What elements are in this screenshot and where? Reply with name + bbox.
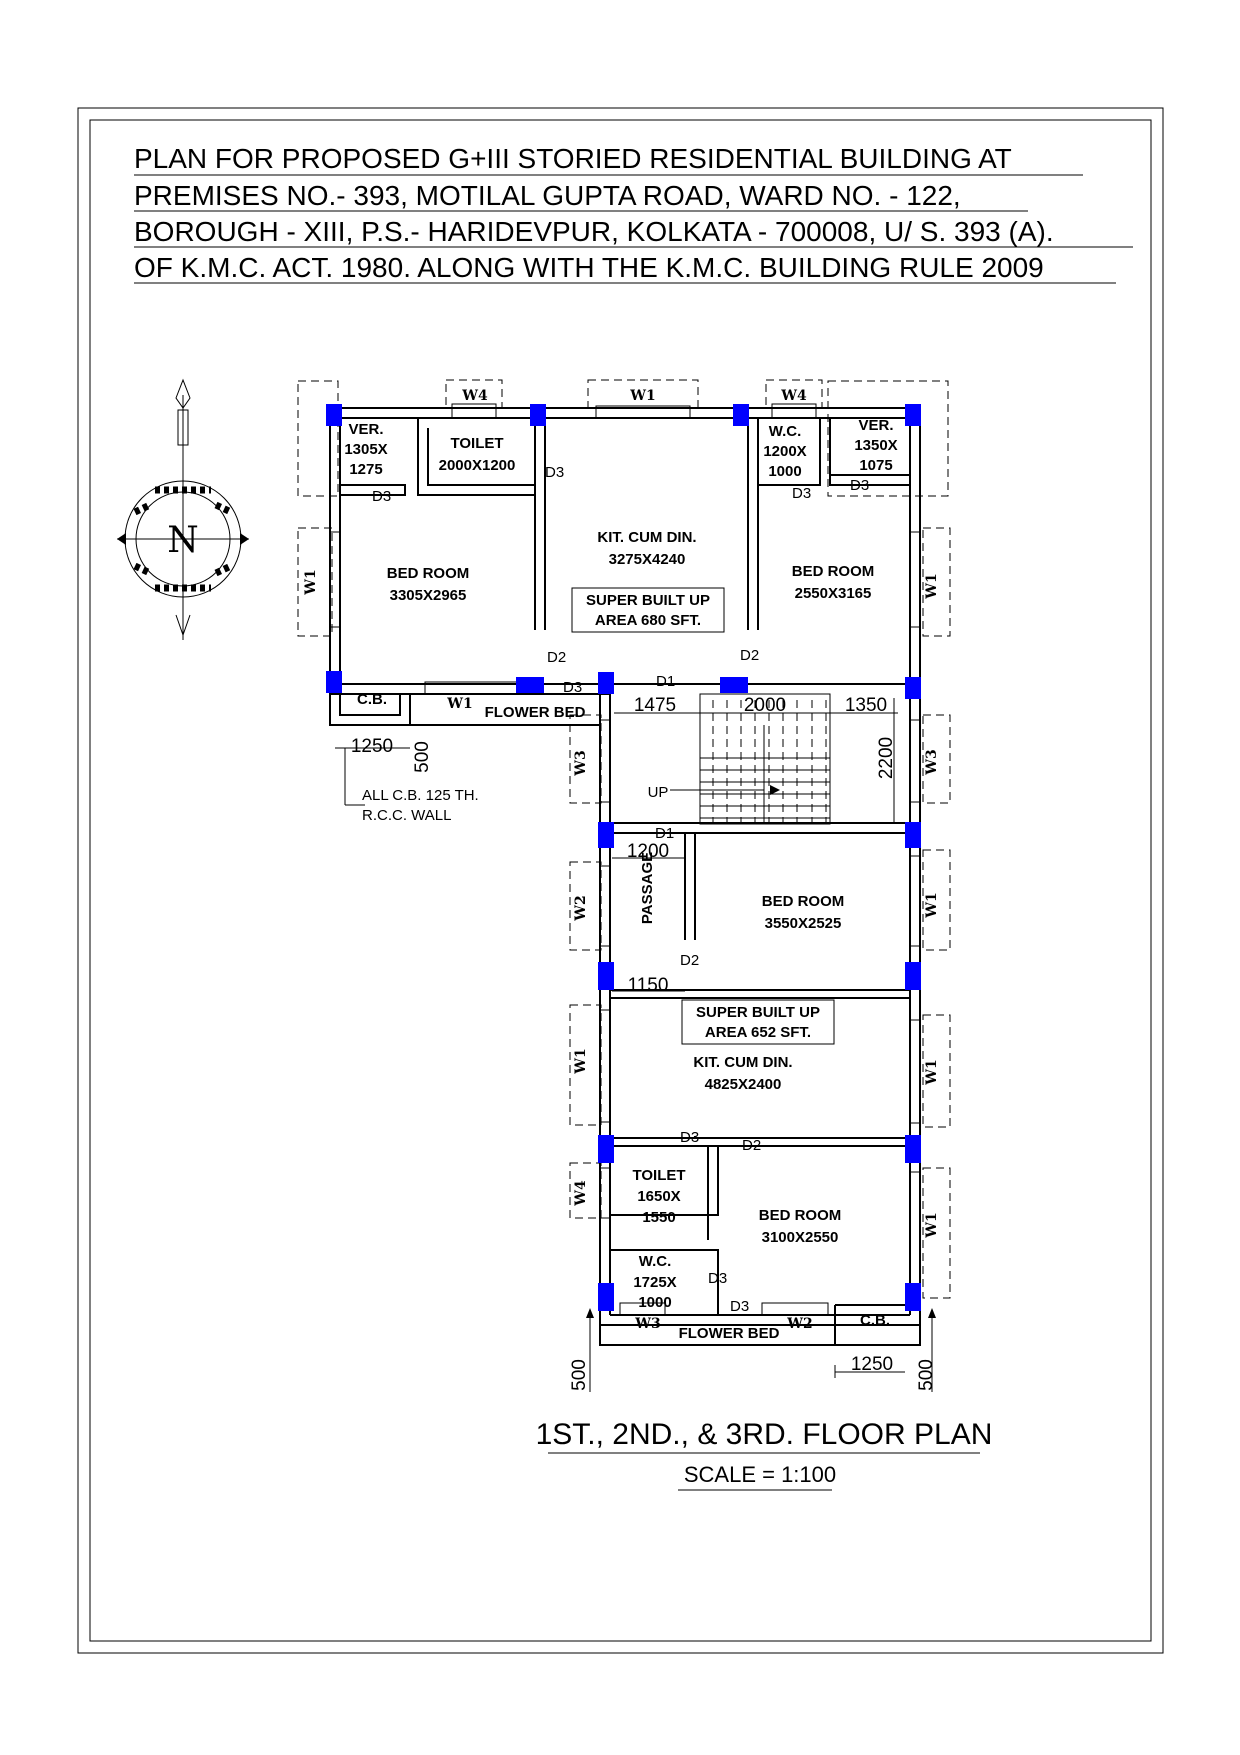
window-w1-flower: W1 (447, 696, 473, 712)
ver-left-label-1: VER. (348, 421, 384, 438)
kit-top-label-1: KIT. CUM DIN. (597, 529, 697, 546)
toilet-top-label-2: 2000X1200 (438, 457, 516, 474)
sheet-inner-border (90, 120, 1151, 1641)
compass-north-label: N (167, 520, 199, 561)
kit-top-label-2: 3275X4240 (608, 551, 686, 568)
dim-1250-bottom: 1250 (850, 1354, 894, 1375)
dim-1250-top: 1250 (350, 736, 394, 757)
door-d3-d: D3 (850, 477, 870, 494)
door-d1-top: D1 (656, 673, 676, 690)
kit-bottom-label-1: KIT. CUM DIN. (693, 1054, 793, 1071)
window-w3-bottom: W3 (635, 1316, 661, 1332)
dim-2200: 2200 (876, 736, 897, 780)
window-w2-bottom: W2 (787, 1316, 813, 1332)
dim-1150: 1150 (627, 975, 669, 996)
stair-up-label: UP (647, 784, 669, 801)
note-line-2: R.C.C. WALL (362, 807, 452, 824)
window-w4-toilet: W4 (573, 1180, 589, 1206)
plan-scale: SCALE = 1:100 (683, 1462, 837, 1487)
door-d2-c: D2 (680, 952, 700, 969)
title-line-1: PLAN FOR PROPOSED G+III STORIED RESIDENTIAL BUILDING AT (134, 143, 1012, 174)
door-d2-b: D2 (740, 647, 760, 664)
projection-outlines (298, 380, 950, 1298)
room-labels (344, 417, 897, 1342)
bed-bottom-label-1: BED ROOM (758, 1207, 842, 1224)
bed-bottom-label-2: 3100X2550 (761, 1229, 839, 1246)
wc-top-label-1: W.C. (768, 423, 802, 440)
window-w4-top-left: W4 (462, 388, 488, 404)
north-arrow-icon (117, 380, 249, 640)
super-top-label-1: SUPER BUILT UP (586, 592, 710, 609)
wc-bottom-label-3: 1000 (638, 1294, 672, 1311)
note-line-1: ALL C.B. 125 TH. (362, 787, 479, 804)
super-top-label-2: AREA 680 SFT. (594, 612, 702, 629)
walls (330, 408, 920, 1345)
window-w3-right: W3 (924, 749, 940, 775)
bed-mid-label-1: BED ROOM (761, 893, 845, 910)
window-w1-kit-right: W1 (924, 1059, 940, 1085)
passage-label: PASSAGE (639, 851, 656, 925)
plan-title: 1ST., 2ND., & 3RD. FLOOR PLAN (535, 1418, 993, 1451)
toilet-bottom-label-3: 1550 (642, 1209, 676, 1226)
bed-top-left-label-1: BED ROOM (386, 565, 470, 582)
dim-2000: 2000 (743, 695, 787, 716)
window-w3-left: W3 (573, 750, 589, 776)
window-w1-kit-left: W1 (573, 1048, 589, 1074)
dim-500-bottom-left: 500 (569, 1359, 590, 1391)
cb-left-label: C.B. (357, 691, 387, 708)
flower-bed-top-label: FLOWER BED (484, 704, 586, 721)
bed-top-right-label-2: 2550X3165 (794, 585, 872, 602)
ver-right-label-2: 1350X (854, 437, 898, 454)
ver-left-label-2: 1305X (344, 441, 388, 458)
window-w1-right: W1 (924, 573, 940, 599)
super-bottom-label-2: AREA 652 SFT. (704, 1024, 812, 1041)
window-w1-top: W1 (630, 388, 656, 404)
toilet-bottom-label-2: 1650X (637, 1188, 681, 1205)
kit-bottom-label-2: 4825X2400 (704, 1076, 782, 1093)
window-w2-passage: W2 (573, 895, 589, 921)
door-d2-a: D2 (547, 649, 567, 666)
window-w1-left: W1 (303, 569, 319, 595)
door-d2-d: D2 (742, 1137, 762, 1154)
title-line-4: OF K.M.C. ACT. 1980. ALONG WITH THE K.M.C. BUILDING RULE 2009 (134, 252, 1044, 283)
door-d3-c: D3 (792, 485, 812, 502)
door-d3-a: D3 (545, 464, 565, 481)
window-w1-bed-mid: W1 (924, 892, 940, 918)
flower-bed-bottom-label: FLOWER BED (678, 1325, 780, 1342)
ver-right-label-1: VER. (858, 417, 894, 434)
wc-bottom-label-2: 1725X (633, 1274, 677, 1291)
cb-note (362, 787, 479, 824)
door-d3-g: D3 (708, 1270, 728, 1287)
dim-1200: 1200 (626, 841, 670, 862)
wc-top-label-3: 1000 (768, 463, 802, 480)
door-d3-f: D3 (680, 1129, 700, 1146)
dim-500-top: 500 (412, 741, 433, 773)
bed-top-right-label-1: BED ROOM (791, 563, 875, 580)
bed-mid-label-2: 3550X2525 (764, 915, 842, 932)
title-block (134, 143, 1133, 283)
dim-500-bottom-right: 500 (916, 1359, 937, 1391)
window-w4-top-right: W4 (781, 388, 807, 404)
door-d3-b: D3 (372, 488, 392, 505)
bed-top-left-label-2: 3305X2965 (389, 587, 467, 604)
dim-1475: 1475 (633, 695, 677, 716)
super-bottom-label-1: SUPER BUILT UP (696, 1004, 820, 1021)
window-w1-bed-bottom: W1 (924, 1212, 940, 1238)
door-d3-e: D3 (563, 679, 583, 696)
title-line-3: BOROUGH - XIII, P.S.- HARIDEVPUR, KOLKATA - 700008, U/ S. 393 (A). (134, 216, 1054, 247)
door-d3-h: D3 (730, 1298, 750, 1315)
toilet-bottom-label-1: TOILET (632, 1167, 686, 1184)
wc-bottom-label-1: W.C. (638, 1253, 672, 1270)
cb-right-label: C.B. (860, 1312, 890, 1329)
toilet-top-label-1: TOILET (450, 435, 504, 452)
door-d1-mid: D1 (655, 825, 675, 842)
wc-top-label-2: 1200X (763, 443, 807, 460)
dim-1350: 1350 (844, 695, 888, 716)
ver-right-label-3: 1075 (859, 457, 893, 474)
ver-left-label-3: 1275 (349, 461, 383, 478)
plan-title-block (536, 1418, 993, 1490)
title-line-2: PREMISES NO.- 393, MOTILAL GUPTA ROAD, WARD NO. - 122, (134, 180, 961, 211)
